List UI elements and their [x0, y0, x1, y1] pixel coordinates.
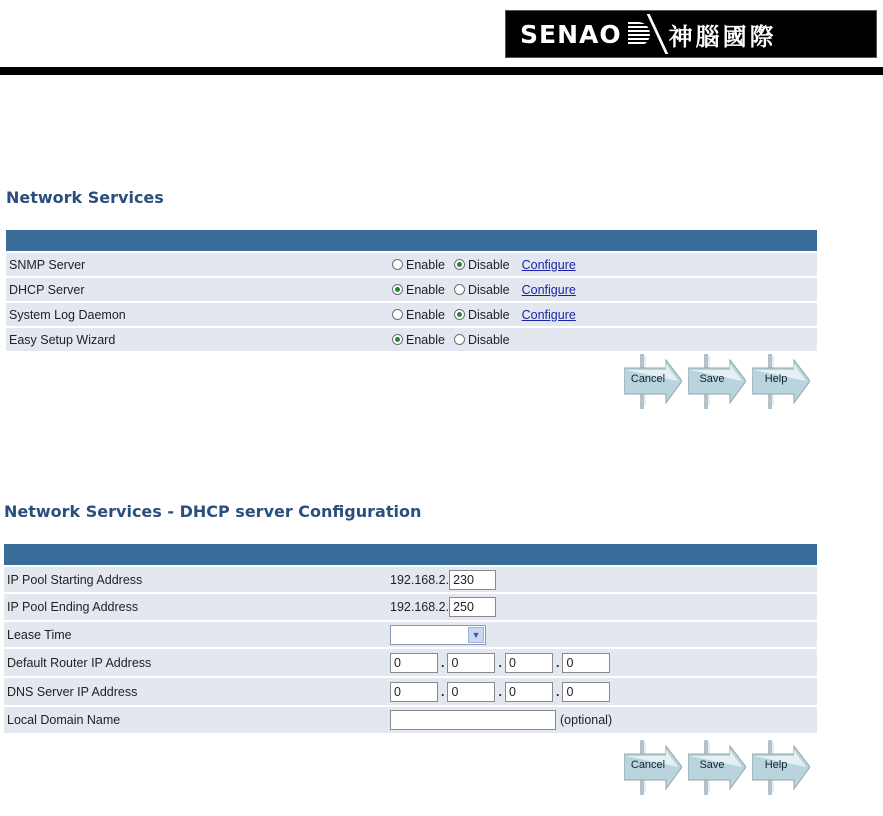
service-label: Easy Setup Wizard [9, 332, 116, 347]
help-label: Help [764, 759, 788, 771]
enable-label: Enable [406, 332, 445, 347]
dns-octet-1[interactable] [390, 682, 438, 702]
lease-time-row [4, 620, 817, 647]
router-octet-3[interactable] [505, 653, 553, 673]
network-services-title: Network Services [6, 188, 164, 207]
dns-server-label: DNS Server IP Address [7, 684, 138, 699]
radio-circle-icon[interactable] [454, 284, 465, 295]
disable-label: Disable [467, 257, 510, 272]
enable-radio[interactable] [392, 308, 445, 322]
radio-circle-icon[interactable] [392, 309, 403, 320]
enable-label: Enable [406, 257, 445, 272]
enable-radio[interactable] [392, 283, 445, 297]
service-label: System Log Daemon [9, 307, 126, 322]
cancel-button[interactable] [624, 354, 682, 409]
ip-dot: . [441, 655, 445, 670]
logo-mark-icon [628, 22, 650, 46]
chevron-down-icon[interactable]: ▼ [468, 627, 484, 643]
disable-label: Disable [467, 307, 510, 322]
service-row [6, 301, 817, 326]
default-router-label: Default Router IP Address [7, 655, 152, 670]
logo-chinese-text: 神腦國際 [668, 22, 777, 51]
ip-pool-end-input[interactable] [449, 597, 496, 617]
ip-pool-start-prefix: 192.168.2. [390, 572, 450, 587]
header-rule [0, 67, 883, 75]
configure-link[interactable]: Configure [521, 307, 576, 322]
dns-octet-2[interactable] [447, 682, 495, 702]
default-router-row [4, 647, 817, 676]
logo-english-text: SENAO [520, 19, 622, 49]
local-domain-hint: (optional) [560, 713, 613, 727]
save-label: Save [699, 759, 725, 771]
help-label: Help [764, 373, 788, 385]
save-button[interactable] [688, 354, 746, 409]
radio-circle-icon[interactable] [454, 334, 465, 345]
dhcp-button-bar [624, 740, 810, 795]
save-label: Save [699, 373, 725, 385]
ip-pool-end-row [4, 592, 817, 620]
disable-radio[interactable] [454, 283, 510, 297]
router-octet-4[interactable] [562, 653, 610, 673]
ip-pool-end-label: IP Pool Ending Address [7, 600, 139, 614]
help-button[interactable] [752, 740, 810, 795]
dhcp-config-table [4, 544, 817, 733]
lease-time-select[interactable] [390, 625, 486, 645]
cancel-label: Cancel [630, 759, 666, 771]
ip-pool-end-prefix: 192.168.2. [390, 600, 450, 614]
ip-dot: . [498, 684, 502, 699]
save-button[interactable] [688, 740, 746, 795]
disable-radio[interactable] [454, 258, 510, 272]
router-octet-1[interactable] [390, 653, 438, 673]
senao-logo [505, 10, 877, 58]
radio-circle-icon[interactable] [454, 259, 465, 270]
dns-octet-4[interactable] [562, 682, 610, 702]
service-row [6, 326, 817, 351]
cancel-button[interactable] [624, 740, 682, 795]
radio-circle-icon[interactable] [392, 334, 403, 345]
dns-server-row [4, 676, 817, 705]
table-header-bar [4, 544, 817, 565]
radio-circle-icon[interactable] [454, 309, 465, 320]
service-label: DHCP Server [9, 282, 85, 297]
ip-dot: . [555, 655, 560, 670]
ip-pool-start-input[interactable] [449, 570, 496, 590]
enable-radio[interactable] [392, 258, 445, 272]
service-label: SNMP Server [9, 257, 86, 272]
local-domain-input[interactable] [390, 710, 556, 730]
disable-label: Disable [467, 332, 510, 347]
radio-circle-icon[interactable] [392, 284, 403, 295]
enable-radio[interactable] [392, 333, 445, 347]
ip-pool-start-label: IP Pool Starting Address [7, 572, 143, 587]
disable-label: Disable [467, 282, 510, 297]
ip-dot: . [498, 655, 502, 670]
services-button-bar [624, 354, 810, 409]
dns-octet-3[interactable] [505, 682, 553, 702]
dhcp-config-title: Network Services - DHCP server Configuration [4, 502, 422, 521]
disable-radio[interactable] [454, 333, 510, 347]
configure-link[interactable]: Configure [521, 282, 576, 297]
network-services-table [6, 230, 817, 351]
configure-link[interactable]: Configure [521, 257, 576, 272]
local-domain-row [4, 705, 817, 733]
local-domain-label: Local Domain Name [7, 713, 121, 727]
ip-pool-start-row [4, 565, 817, 592]
lease-time-label: Lease Time [7, 627, 72, 642]
radio-circle-icon[interactable] [392, 259, 403, 270]
service-row [6, 276, 817, 301]
router-octet-2[interactable] [447, 653, 495, 673]
enable-label: Enable [406, 282, 445, 297]
disable-radio[interactable] [454, 308, 510, 322]
cancel-label: Cancel [630, 373, 666, 385]
enable-label: Enable [406, 307, 445, 322]
ip-dot: . [555, 684, 560, 699]
ip-dot: . [441, 684, 445, 699]
table-header-bar [6, 230, 817, 251]
service-row [6, 251, 817, 276]
help-button[interactable] [752, 354, 810, 409]
